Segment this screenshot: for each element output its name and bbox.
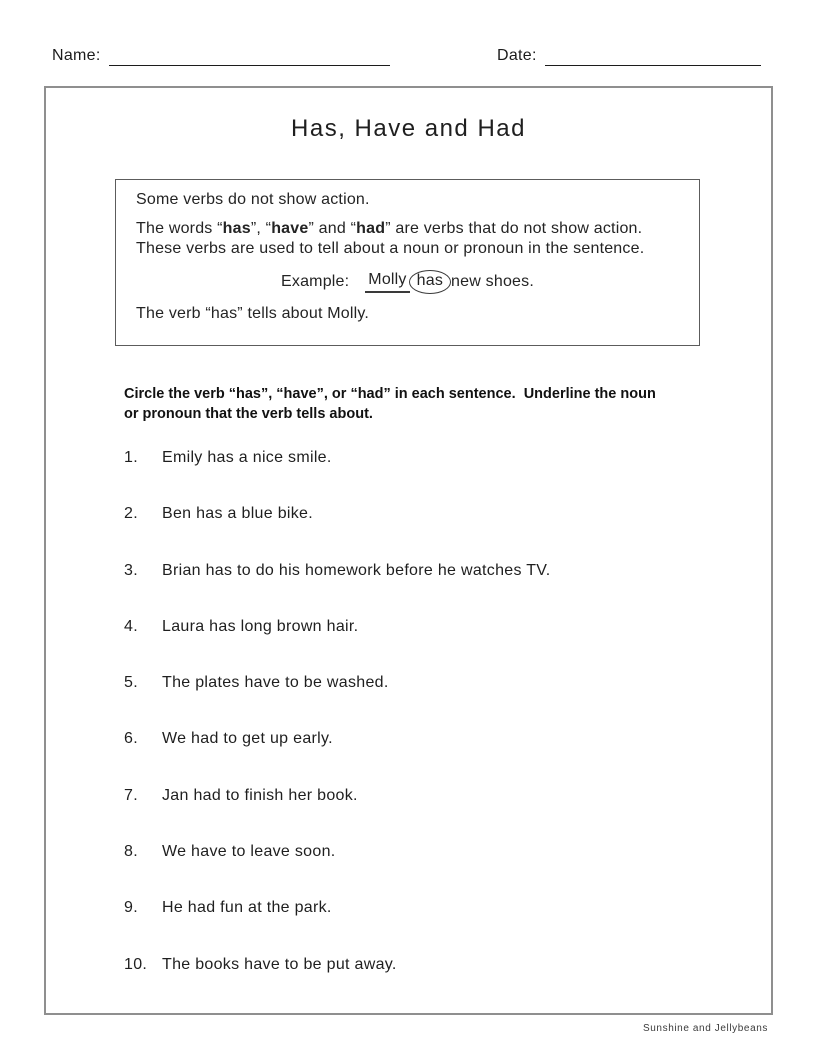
- question-number: 5.: [124, 674, 138, 692]
- date-field: [497, 46, 761, 66]
- question-number: 1.: [124, 449, 138, 466]
- question-row: [124, 729, 744, 785]
- question-row: [124, 786, 744, 842]
- question-text: Laura has long brown hair.: [162, 617, 359, 635]
- example-verb-circled: has: [409, 270, 451, 294]
- definition-line2: These verbs are used to tell about a noun or pronoun in the sentence.: [136, 240, 645, 257]
- question-row: [124, 504, 744, 560]
- date-label: Date:: [497, 47, 537, 64]
- question-text: The plates have to be washed.: [162, 674, 389, 692]
- directions: [124, 385, 769, 424]
- question-text: Jan had to finish her book.: [162, 786, 358, 804]
- question-number: 8.: [124, 843, 138, 861]
- question-text: The books have to be put away.: [162, 955, 397, 973]
- question-row: [124, 955, 744, 1011]
- question-list: [124, 448, 744, 1011]
- question-row: [124, 842, 744, 898]
- example-rest: new shoes.: [451, 273, 534, 290]
- question-text: He had fun at the park.: [162, 899, 332, 917]
- question-text: Emily has a nice smile.: [162, 449, 332, 466]
- question-number: 6.: [124, 730, 138, 748]
- question-row: [124, 898, 744, 954]
- question-number: 3.: [124, 561, 138, 579]
- definition-segment: ”, “: [250, 220, 272, 237]
- question-number: 9.: [124, 899, 138, 917]
- definition-bold-has: has: [222, 220, 251, 237]
- question-row: [124, 561, 744, 617]
- date-blank-line[interactable]: [545, 47, 761, 66]
- example-line: [136, 268, 679, 296]
- question-text: We have to leave soon.: [162, 843, 336, 861]
- question-number: 4.: [124, 617, 138, 635]
- question-text: Ben has a blue bike.: [162, 505, 313, 523]
- directions-line1: Circle the verb “has”, “have”, or “had” in each sentence. Underline the noun: [124, 386, 656, 402]
- definition-box: [115, 179, 700, 346]
- worksheet-border-box: [44, 86, 773, 1015]
- name-field: [52, 46, 390, 66]
- name-label: Name:: [52, 47, 101, 64]
- question-text: We had to get up early.: [162, 730, 333, 748]
- definition-paragraph: [136, 219, 679, 259]
- question-row: [124, 617, 744, 673]
- definition-note: The verb “has” tells about Molly.: [136, 305, 370, 322]
- definition-segment: The words “: [136, 220, 223, 237]
- directions-line2: or pronoun that the verb tells about.: [124, 405, 373, 422]
- question-row: [124, 448, 744, 504]
- definition-intro: Some verbs do not show action.: [136, 191, 370, 208]
- definition-bold-had: had: [356, 220, 386, 237]
- question-text: Brian has to do his homework before he watches TV.: [162, 561, 551, 579]
- example-label: Example:: [281, 273, 350, 290]
- question-number: 2.: [124, 505, 138, 523]
- footer-credit: Sunshine and Jellybeans: [643, 1023, 768, 1034]
- example-subject-underlined: Molly: [365, 271, 409, 293]
- question-number: 7.: [124, 786, 138, 804]
- worksheet-title: Has, Have and Had: [291, 115, 526, 142]
- question-number: 10.: [124, 955, 148, 973]
- definition-segment: ” and “: [308, 220, 357, 237]
- definition-bold-have: have: [271, 220, 309, 237]
- definition-segment: ” are verbs that do not show action.: [385, 220, 643, 237]
- question-row: [124, 673, 744, 729]
- name-blank-line[interactable]: [109, 47, 390, 66]
